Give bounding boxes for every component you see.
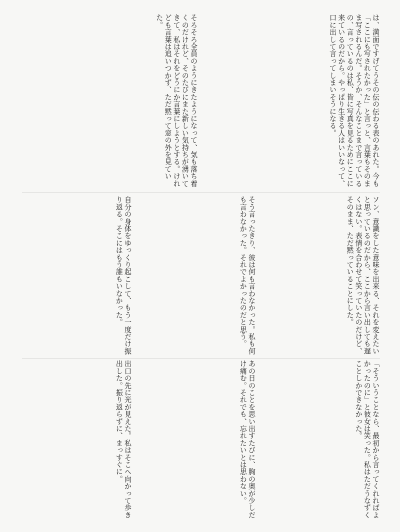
block-divider xyxy=(22,192,380,193)
text-column-top-left: そろそろ全員のようにきたようになって、気も落ち着くのだけれど、そのたびにまた新しい気持ちが湧いてきて、私はそれをどうにか言葉にしようとする。けれども言葉は追いつかず、ただ黙って窓の外を見ていた。 xyxy=(155,14,198,187)
text-column-middle-left: 自分の身体をゆっくり起こして、もう一度だけ振り返る。そこにはもう誰もいなかった。 xyxy=(115,196,132,355)
text-column-bottom-right: 「そういうことなら、最初から言ってくれればよかったのに」と彼女は笑った。私はただうなずくことしかできなかった。 xyxy=(354,360,380,519)
text-column-top-right: は、満面ですげてうその伝の伝わる表のあれた。今も「ここにも写されたかった」と言っと、言葉もそのまま写されるんだ。そうか、そんなことまで言っているの、言っているのは私、皆に写真を見るためにここに来ているのだから。やっぱり生きる人はいいなって、口に出して言ってしまいそうになる。 xyxy=(329,14,380,187)
text-column-bottom-left: 出口の先に光が見えた。私はそこへ向かって歩き出した。振り返らずに、まっすぐに。 xyxy=(115,360,132,519)
text-block-middle xyxy=(22,196,380,356)
block-divider xyxy=(22,358,380,359)
text-column-middle-right: ソン、意識をした意味を出来る、それを変えたいと思っているのだから、ここから言い出しても遅くはない。表情を合わせて笑っていたのだけど、そのまま、ただ黙っていることにした。 xyxy=(346,196,380,355)
text-block-bottom xyxy=(22,360,380,520)
text-block-top xyxy=(22,14,380,190)
text-column-middle-center: そう言ったきり、彼は何も言わなかった。私も何も言わなかった。それでよかったのだと思う。 xyxy=(239,196,256,355)
text-column-bottom-center: あの日のことを思い出すたびに、胸の奥が少しだけ痛む。それでも、忘れたいとは思わない。 xyxy=(239,360,256,519)
